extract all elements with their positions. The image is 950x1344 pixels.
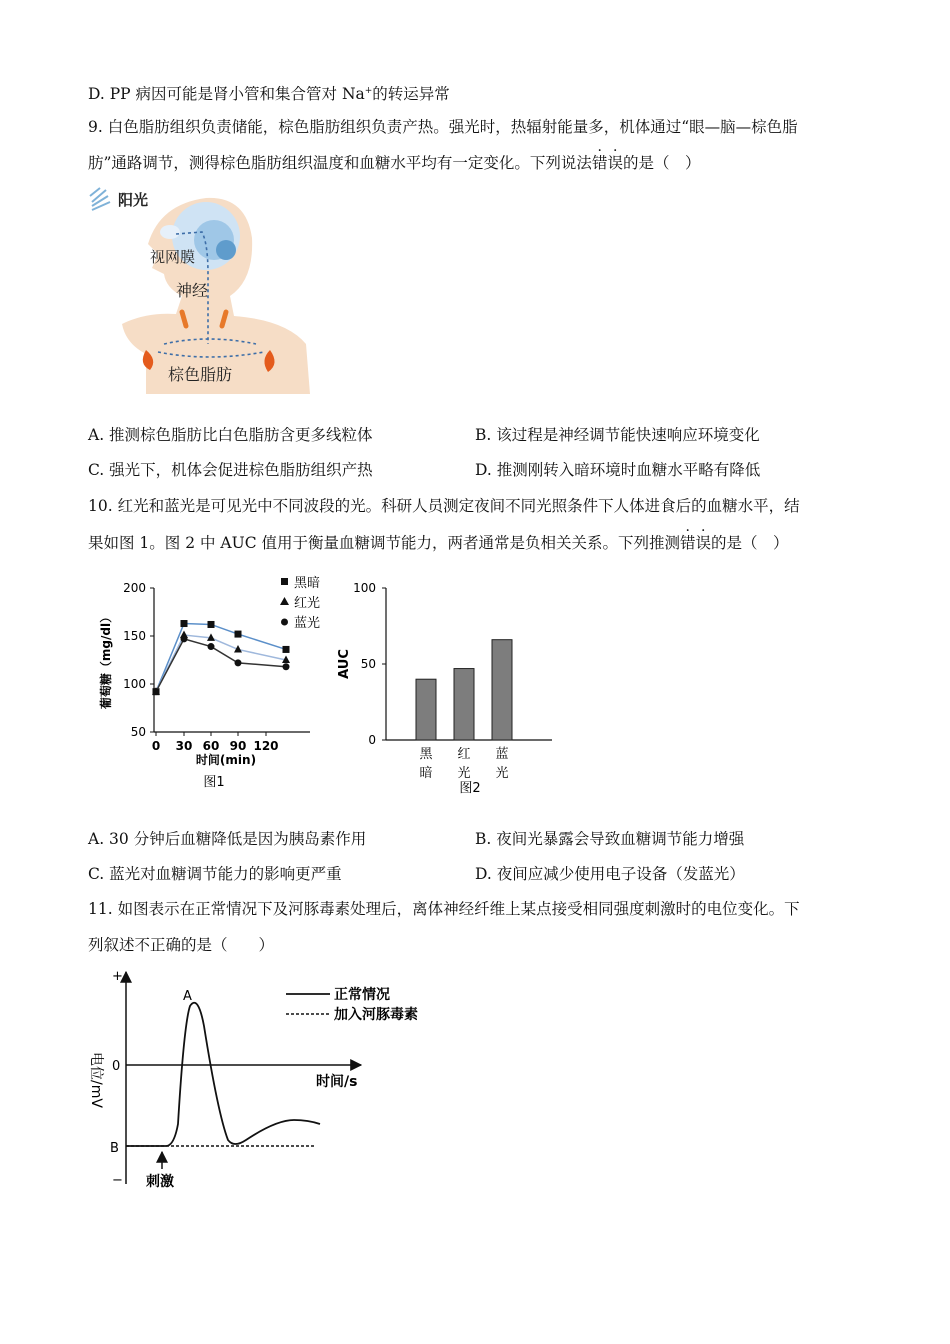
y-tick-label: 100 (123, 677, 146, 691)
x-tick-label: 60 (202, 739, 220, 753)
q8-option-d: D. PP 病因可能是肾小管和集合管对 Na+的转运异常 (88, 85, 450, 104)
y-axis-label: 电位/mV (88, 1052, 104, 1108)
y-tick-label: 100 (353, 581, 376, 595)
q9-option-d: D. 推测刚转入暗环境时血糖水平略有降低 (475, 461, 761, 479)
category-label: 黑 (419, 747, 433, 762)
legend-label: 红光 (294, 596, 321, 611)
data-point (153, 688, 160, 695)
legend-marker (280, 597, 289, 605)
figure-2-bar-chart (330, 570, 570, 800)
q10-stem-line1: 10. 红光和蓝光是可见光中不同波段的光。科研人员测定夜间不同光照条件下人体进食后的血糖水平，结 (88, 497, 800, 515)
sun-icon (90, 188, 110, 210)
category-label: 红 (457, 747, 471, 762)
y-tick-label: 150 (123, 629, 146, 643)
legend-marker (281, 578, 288, 585)
b-label: B (110, 1141, 119, 1156)
zero-label: 0 (112, 1059, 121, 1074)
q10-stem-line2: 果如图 1。图 2 中 AUC 值用于衡量血糖调节能力，两者通常是负相关关系。下列推测错误的是（ ） (88, 534, 789, 552)
x-tick-label: 0 (151, 739, 161, 753)
sun-label: 阳光 (118, 191, 149, 209)
data-point (235, 659, 242, 666)
category-label: 蓝 (495, 747, 509, 762)
minus-label: − (112, 1173, 123, 1188)
q11-stem-line2: 列叙述不正确的是（ ） (88, 936, 275, 954)
q9-stem-line2: 肪”通路调节，测得棕色脂肪组织温度和血糖水平均有一定变化。下列说法错误的是（ ） (88, 154, 701, 172)
x-tick-label: 90 (229, 739, 247, 753)
q10-option-b: B. 夜间光暴露会导致血糖调节能力增强 (475, 830, 745, 848)
legend-normal-label: 正常情况 (334, 987, 390, 1003)
category-label: 暗 (419, 766, 433, 781)
legend-label: 蓝光 (294, 616, 321, 631)
emphasis-dot: 误 (695, 534, 712, 552)
y-tick-label: 50 (130, 725, 146, 739)
data-point (235, 631, 242, 638)
category-label: 光 (457, 766, 471, 781)
legend-toxin-label: 加入河豚毒素 (334, 1007, 418, 1023)
y-tick-label: 200 (123, 581, 146, 595)
q11-potential-figure (86, 964, 456, 1194)
figure-title: 图1 (203, 775, 225, 790)
bar-0 (416, 679, 436, 740)
nerve-label: 神经 (176, 281, 209, 300)
data-point (208, 643, 215, 650)
y-tick-label: 50 (360, 657, 376, 671)
bar-1 (454, 669, 474, 740)
retina-label: 视网膜 (150, 248, 196, 266)
data-point (283, 663, 290, 670)
figure-1-line-chart (86, 570, 346, 800)
data-point (208, 621, 215, 628)
q10-option-d: D. 夜间应减少使用电子设备（发蓝光） (475, 865, 745, 883)
normal-curve (126, 1003, 320, 1146)
q9-option-c: C. 强光下，机体会促进棕色脂肪组织产热 (88, 461, 373, 479)
x-tick-label: 30 (175, 739, 193, 753)
category-label: 光 (495, 766, 509, 781)
y-axis-label: 葡萄糖（mg/dl） (99, 610, 113, 710)
data-point (283, 646, 290, 653)
data-point (181, 635, 188, 642)
data-point (181, 620, 188, 627)
plus-label: + (112, 969, 123, 984)
stimulus-label: 刺激 (146, 1174, 174, 1190)
legend-marker (281, 619, 288, 626)
y-tick-label: 0 (368, 733, 376, 747)
brown-fat-label: 棕色脂肪 (168, 365, 233, 384)
series-line-2 (156, 639, 286, 692)
y-axis-label: AUC (337, 649, 352, 679)
q9-figure (86, 184, 316, 394)
x-axis-label: 时间(min) (195, 753, 257, 767)
q9-option-b: B. 该过程是神经调节能快速响应环境变化 (475, 426, 760, 444)
legend-label: 黑暗 (294, 576, 321, 591)
figure-title: 图2 (459, 781, 481, 796)
q10-option-a: A. 30 分钟后血糖降低是因为胰岛素作用 (88, 830, 367, 848)
x-axis-label: 时间/s (316, 1074, 358, 1090)
q9-stem-line1: 9. 白色脂肪组织负责储能，棕色脂肪组织负责产热。强光时，热辐射能量多，机体通过“眼—脑—棕色脂 (88, 118, 798, 136)
emphasis-dot: 误 (607, 154, 623, 172)
emphasis-dot: 错 (591, 154, 608, 172)
x-tick-label: 120 (253, 739, 279, 753)
emphasis-dot: 错 (679, 534, 696, 552)
series-line-0 (156, 624, 286, 692)
peak-a-label: A (183, 989, 192, 1004)
q11-stem-line1: 11. 如图表示在正常情况下及河豚毒素处理后，离体神经纤维上某点接受相同强度刺激时的电位变化。下 (88, 900, 800, 918)
bar-2 (492, 640, 512, 740)
q10-option-c: C. 蓝光对血糖调节能力的影响更严重 (88, 865, 342, 883)
q9-option-a: A. 推测棕色脂肪比白色脂肪含更多线粒体 (88, 426, 373, 444)
